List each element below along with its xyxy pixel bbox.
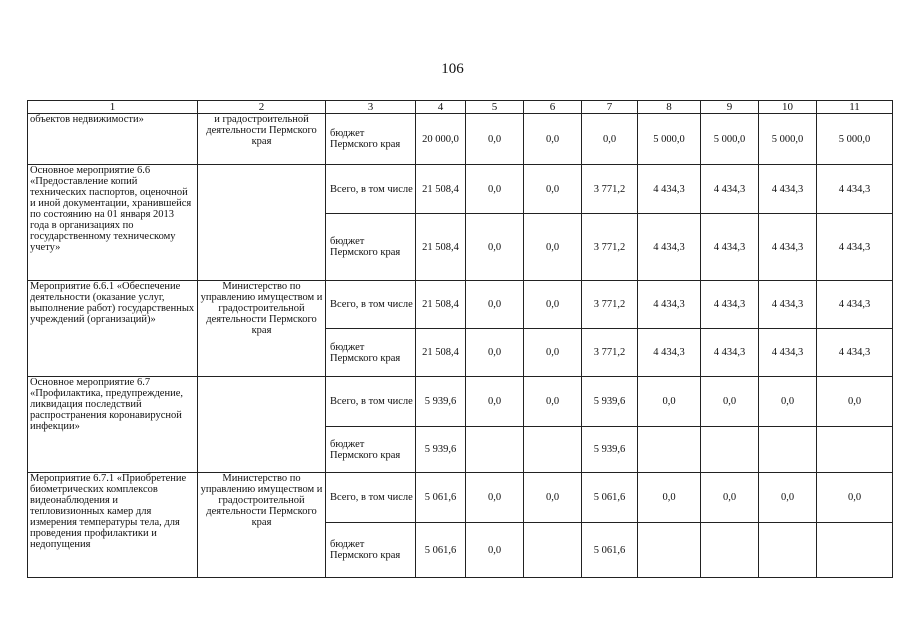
value-cell: 0,0 — [701, 377, 759, 427]
header-cell: 6 — [524, 101, 582, 114]
header-cell: 7 — [582, 101, 638, 114]
value-cell: 0,0 — [524, 214, 582, 281]
value-cell: 5 061,6 — [416, 473, 466, 523]
value-cell: 4 434,3 — [638, 281, 701, 329]
value-cell — [524, 427, 582, 473]
value-cell: 0,0 — [466, 377, 524, 427]
value-cell: 5 000,0 — [817, 114, 893, 165]
value-cell: 5 061,6 — [582, 523, 638, 578]
value-cell: 4 434,3 — [701, 214, 759, 281]
header-cell: 8 — [638, 101, 701, 114]
value-cell: 21 508,4 — [416, 214, 466, 281]
value-cell: 3 771,2 — [582, 281, 638, 329]
value-cell: 4 434,3 — [817, 329, 893, 377]
table-row — [28, 281, 893, 329]
value-cell: 4 434,3 — [817, 165, 893, 214]
header-row — [28, 101, 893, 114]
value-cell: 5 939,6 — [416, 377, 466, 427]
value-cell — [701, 523, 759, 578]
value-cell: 0,0 — [638, 377, 701, 427]
value-cell: 4 434,3 — [759, 281, 817, 329]
value-cell: 4 434,3 — [759, 165, 817, 214]
header-cell: 10 — [759, 101, 817, 114]
value-cell — [638, 427, 701, 473]
value-cell: 3 771,2 — [582, 214, 638, 281]
value-cell: 4 434,3 — [759, 214, 817, 281]
value-cell: 0,0 — [817, 377, 893, 427]
value-cell: 3 771,2 — [582, 165, 638, 214]
executor: Министерство по управлению имуществом и градостроительной деятельности Пермского края — [198, 473, 326, 578]
value-cell: 3 771,2 — [582, 329, 638, 377]
value-cell: 21 508,4 — [416, 329, 466, 377]
value-cell: 0,0 — [524, 281, 582, 329]
table-row — [28, 377, 893, 427]
funding-source: Всего, в том числе — [326, 473, 416, 523]
value-cell — [638, 523, 701, 578]
activity-name: объектов недвижимости» — [28, 114, 198, 165]
value-cell: 5 061,6 — [416, 523, 466, 578]
header-cell: 4 — [416, 101, 466, 114]
value-cell — [759, 523, 817, 578]
funding-source: Всего, в том числе — [326, 377, 416, 427]
funding-source: бюджет Пермского края — [326, 214, 416, 281]
activity-name: Основное мероприятие 6.7 «Профилактика, предупреждение, ликвидация последствий распространения коронавирусной инфекции» — [28, 377, 198, 473]
value-cell: 0,0 — [582, 114, 638, 165]
value-cell: 21 508,4 — [416, 281, 466, 329]
executor — [198, 165, 326, 281]
value-cell: 4 434,3 — [701, 329, 759, 377]
executor: Министерство по управлению имуществом и градостроительной деятельности Пермского края — [198, 281, 326, 377]
header-cell: 5 — [466, 101, 524, 114]
value-cell: 4 434,3 — [701, 281, 759, 329]
funding-source: бюджет Пермского края — [326, 523, 416, 578]
value-cell: 5 939,6 — [582, 377, 638, 427]
value-cell: 4 434,3 — [638, 214, 701, 281]
value-cell — [524, 523, 582, 578]
value-cell: 0,0 — [466, 523, 524, 578]
value-cell: 0,0 — [524, 473, 582, 523]
activity-name: Мероприятие 6.7.1 «Приобретение биометрических комплексов видеонаблюдения и тепловизионных камер для измерения температуры тела, для проведения профилактики и недопущения — [28, 473, 198, 578]
activity-name: Основное мероприятие 6.6 «Предоставление копий технических паспортов, оценочной и иной документации, хранившейся по состоянию на 01 января 2013 года в организациях по государственному техническому учету» — [28, 165, 198, 281]
value-cell: 5 939,6 — [582, 427, 638, 473]
value-cell: 5 000,0 — [638, 114, 701, 165]
value-cell: 0,0 — [524, 329, 582, 377]
value-cell: 0,0 — [759, 473, 817, 523]
value-cell — [701, 427, 759, 473]
value-cell: 0,0 — [817, 473, 893, 523]
activity-name: Мероприятие 6.6.1 «Обеспечение деятельности (оказание услуг, выполнение работ) государственных учреждений (организаций)» — [28, 281, 198, 377]
table-row — [28, 165, 893, 214]
value-cell: 20 000,0 — [416, 114, 466, 165]
table-row — [28, 114, 893, 165]
funding-source: бюджет Пермского края — [326, 329, 416, 377]
header-cell: 3 — [326, 101, 416, 114]
value-cell: 0,0 — [466, 114, 524, 165]
value-cell: 4 434,3 — [817, 214, 893, 281]
value-cell: 5 000,0 — [701, 114, 759, 165]
value-cell: 0,0 — [701, 473, 759, 523]
value-cell: 5 939,6 — [416, 427, 466, 473]
value-cell: 4 434,3 — [638, 165, 701, 214]
executor — [198, 377, 326, 473]
value-cell: 0,0 — [524, 165, 582, 214]
value-cell: 0,0 — [524, 114, 582, 165]
value-cell: 21 508,4 — [416, 165, 466, 214]
header-cell: 2 — [198, 101, 326, 114]
funding-source: Всего, в том числе — [326, 281, 416, 329]
funding-source: бюджет Пермского края — [326, 427, 416, 473]
program-table — [27, 100, 893, 578]
value-cell — [466, 427, 524, 473]
value-cell: 4 434,3 — [817, 281, 893, 329]
header-cell: 1 — [28, 101, 198, 114]
value-cell: 0,0 — [638, 473, 701, 523]
value-cell: 0,0 — [466, 329, 524, 377]
executor: и градостроительной деятельности Пермского края — [198, 114, 326, 165]
header-cell: 11 — [817, 101, 893, 114]
value-cell — [759, 427, 817, 473]
value-cell: 4 434,3 — [638, 329, 701, 377]
value-cell: 4 434,3 — [701, 165, 759, 214]
value-cell — [817, 427, 893, 473]
value-cell: 5 000,0 — [759, 114, 817, 165]
funding-source: бюджет Пермского края — [326, 114, 416, 165]
value-cell: 0,0 — [524, 377, 582, 427]
value-cell: 5 061,6 — [582, 473, 638, 523]
value-cell: 0,0 — [759, 377, 817, 427]
value-cell: 0,0 — [466, 214, 524, 281]
value-cell: 4 434,3 — [759, 329, 817, 377]
value-cell — [817, 523, 893, 578]
page-number: 106 — [441, 61, 464, 77]
header-cell: 9 — [701, 101, 759, 114]
value-cell: 0,0 — [466, 165, 524, 214]
value-cell: 0,0 — [466, 473, 524, 523]
funding-source: Всего, в том числе — [326, 165, 416, 214]
table-row — [28, 473, 893, 523]
value-cell: 0,0 — [466, 281, 524, 329]
